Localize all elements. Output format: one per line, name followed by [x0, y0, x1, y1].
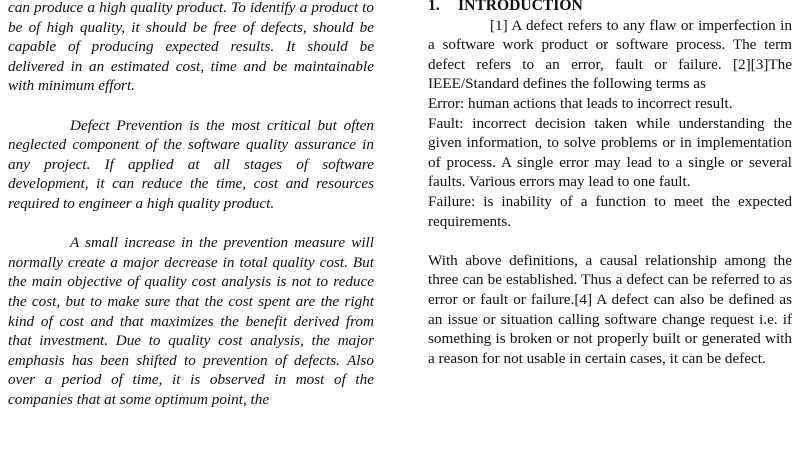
section-number: 1. [428, 0, 440, 14]
paragraph-spacer [8, 96, 374, 116]
paragraph-spacer [428, 231, 792, 251]
left-paragraph-1: can produce a high quality product. To identify a product to be of high quality, it should be free of defects, should be capable of producing expected results. It should be delivered in an estimated cost, time and be maintainable with minimum effort. [8, 0, 374, 95]
section-heading [428, 0, 792, 16]
paragraph-spacer [8, 214, 374, 234]
intro-paragraph: [1] A defect refers to any flaw or imperfection in a software work product or software process. The term defect refers to an error, fault or failure. [2][3]The IEEE/Standard defines the following terms as [428, 16, 792, 93]
section-title: INTRODUCTION [458, 0, 583, 14]
right-column [428, 0, 792, 368]
failure-definition: Failure: is inability of a function to meet the expected requirements. [428, 192, 792, 230]
left-paragraph-3: A small increase in the prevention measure will normally create a major decrease in total quality cost. But the main objective of quality cost analysis is not to reduce the cost, but to make sure that the cost spent are the right kind of cost and that maximizes the benefit derived from that investment. Due to quality cost analysis, the major emphasis has been shifted to prevention of defects. Also over a period of time, it is observed in most of the companies that at some optimum point, the [8, 234, 374, 408]
causal-paragraph: With above definitions, a causal relationship among the three can be established. Thus a defect can be referred to as error or fault or failure.[4] A defect can also be defined as an issue or situation calling software change request i.e. if something is broken or not properly built or generated with a reason for not usable in certain cases, it can be defect. [428, 251, 792, 367]
left-paragraph-2: Defect Prevention is the most critical but often neglected component of the software quality assurance in any project. If applied at all stages of software development, it can reduce the time, cost and resources required to engineer a high quality product. [8, 116, 374, 212]
error-definition: Error: human actions that leads to incorrect result. [428, 94, 733, 112]
fault-definition: Fault: incorrect decision taken while understanding the given information, to solve problems or in implementation of process. A single error may lead to a single or several faults. Various errors may lead to one fault. [428, 114, 792, 191]
left-column [8, 0, 374, 409]
